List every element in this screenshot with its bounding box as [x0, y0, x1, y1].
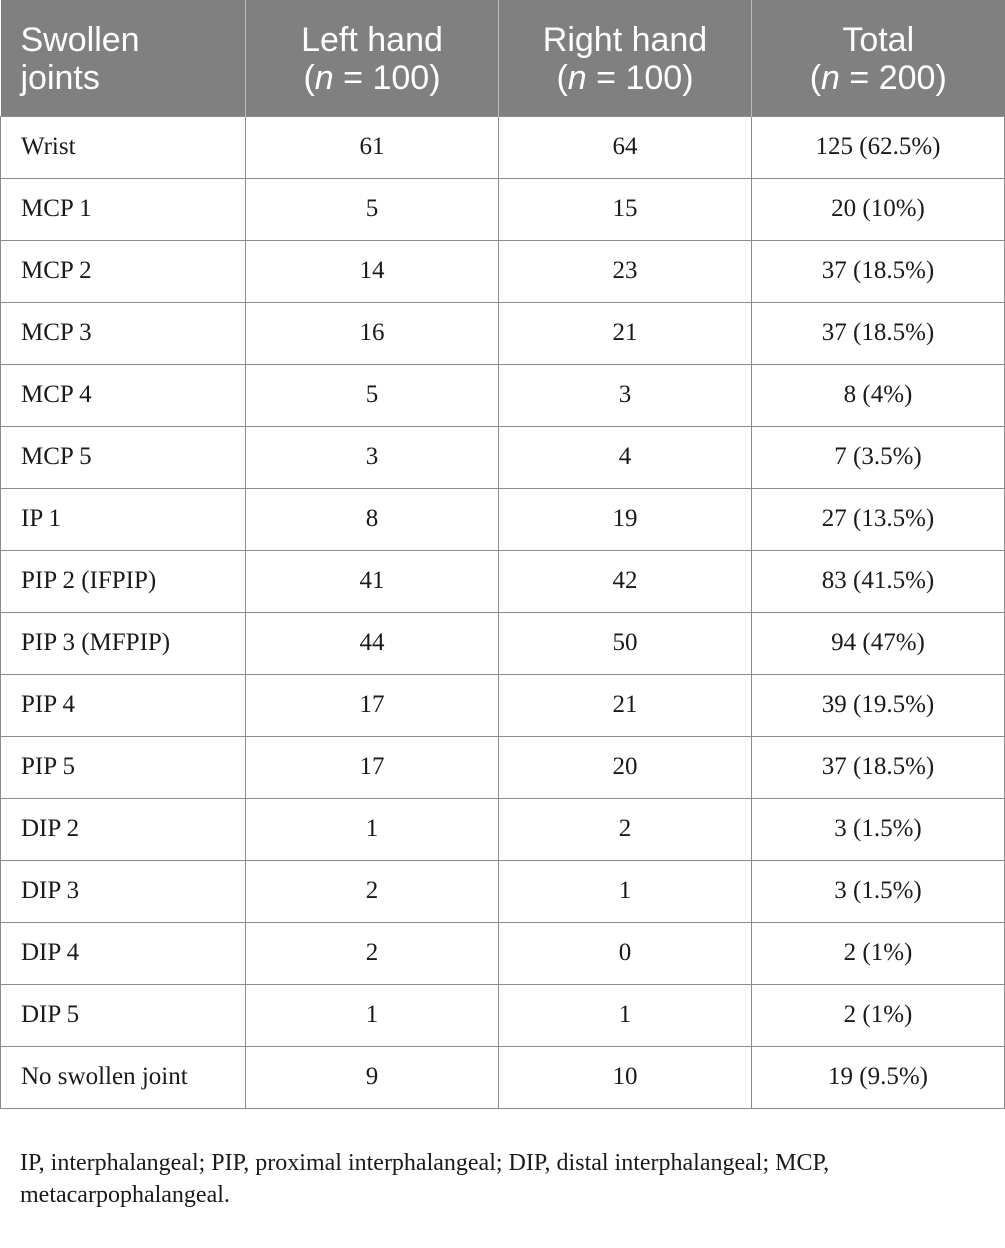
- table-row: [1, 116, 1005, 178]
- table-row: [1, 302, 1005, 364]
- table-row: [1, 984, 1005, 1046]
- cell-joint: MCP 4: [1, 364, 246, 426]
- cell-right-hand: 4: [499, 426, 752, 488]
- cell-left-hand: 17: [246, 736, 499, 798]
- cell-total: 83 (41.5%): [752, 550, 1005, 612]
- cell-total: 94 (47%): [752, 612, 1005, 674]
- cell-right-hand: 50: [499, 612, 752, 674]
- cell-total: 37 (18.5%): [752, 736, 1005, 798]
- cell-joint: DIP 5: [1, 984, 246, 1046]
- table-row: [1, 798, 1005, 860]
- cell-right-hand: 42: [499, 550, 752, 612]
- cell-joint: IP 1: [1, 488, 246, 550]
- cell-left-hand: 5: [246, 178, 499, 240]
- cell-left-hand: 9: [246, 1046, 499, 1108]
- cell-right-hand: 19: [499, 488, 752, 550]
- cell-left-hand: 17: [246, 674, 499, 736]
- cell-right-hand: 21: [499, 674, 752, 736]
- cell-joint: DIP 3: [1, 860, 246, 922]
- header-swollen-joints: Swollen joints: [1, 0, 246, 116]
- table-row: [1, 364, 1005, 426]
- table-row: [1, 860, 1005, 922]
- table-row: [1, 612, 1005, 674]
- cell-total: 7 (3.5%): [752, 426, 1005, 488]
- cell-joint: PIP 3 (MFPIP): [1, 612, 246, 674]
- cell-left-hand: 16: [246, 302, 499, 364]
- cell-total: 37 (18.5%): [752, 302, 1005, 364]
- cell-left-hand: 1: [246, 984, 499, 1046]
- header-row: [1, 0, 1005, 116]
- cell-right-hand: 64: [499, 116, 752, 178]
- cell-total: 3 (1.5%): [752, 798, 1005, 860]
- cell-total: 3 (1.5%): [752, 860, 1005, 922]
- table-body: [1, 116, 1005, 1108]
- cell-joint: PIP 2 (IFPIP): [1, 550, 246, 612]
- cell-right-hand: 1: [499, 984, 752, 1046]
- cell-joint: Wrist: [1, 116, 246, 178]
- cell-right-hand: 3: [499, 364, 752, 426]
- cell-left-hand: 1: [246, 798, 499, 860]
- cell-right-hand: 15: [499, 178, 752, 240]
- cell-total: 27 (13.5%): [752, 488, 1005, 550]
- header-total: Total (n = 200): [752, 0, 1005, 116]
- cell-joint: PIP 5: [1, 736, 246, 798]
- cell-right-hand: 2: [499, 798, 752, 860]
- cell-right-hand: 10: [499, 1046, 752, 1108]
- cell-left-hand: 5: [246, 364, 499, 426]
- cell-joint: No swollen joint: [1, 1046, 246, 1108]
- cell-left-hand: 41: [246, 550, 499, 612]
- cell-right-hand: 21: [499, 302, 752, 364]
- cell-joint: MCP 3: [1, 302, 246, 364]
- cell-joint: DIP 4: [1, 922, 246, 984]
- table-row: [1, 488, 1005, 550]
- table-row: [1, 736, 1005, 798]
- cell-total: 20 (10%): [752, 178, 1005, 240]
- cell-total: 2 (1%): [752, 922, 1005, 984]
- header-left-hand: Left hand (n = 100): [246, 0, 499, 116]
- cell-right-hand: 0: [499, 922, 752, 984]
- cell-left-hand: 8: [246, 488, 499, 550]
- cell-total: 37 (18.5%): [752, 240, 1005, 302]
- cell-total: 2 (1%): [752, 984, 1005, 1046]
- table-row: [1, 240, 1005, 302]
- cell-joint: MCP 2: [1, 240, 246, 302]
- table-row: [1, 426, 1005, 488]
- cell-left-hand: 14: [246, 240, 499, 302]
- cell-joint: MCP 1: [1, 178, 246, 240]
- cell-left-hand: 3: [246, 426, 499, 488]
- cell-total: 125 (62.5%): [752, 116, 1005, 178]
- cell-left-hand: 61: [246, 116, 499, 178]
- cell-total: 19 (9.5%): [752, 1046, 1005, 1108]
- cell-left-hand: 44: [246, 612, 499, 674]
- table-row: [1, 178, 1005, 240]
- table-row: [1, 550, 1005, 612]
- cell-right-hand: 20: [499, 736, 752, 798]
- header-right-hand: Right hand (n = 100): [499, 0, 752, 116]
- cell-left-hand: 2: [246, 860, 499, 922]
- cell-right-hand: 1: [499, 860, 752, 922]
- cell-joint: PIP 4: [1, 674, 246, 736]
- cell-joint: MCP 5: [1, 426, 246, 488]
- cell-total: 8 (4%): [752, 364, 1005, 426]
- cell-joint: DIP 2: [1, 798, 246, 860]
- table-row: [1, 1046, 1005, 1108]
- cell-right-hand: 23: [499, 240, 752, 302]
- cell-left-hand: 2: [246, 922, 499, 984]
- table-footnote: IP, interphalangeal; PIP, proximal interphalangeal; DIP, distal interphalangeal; MCP, metacarpophalangeal.: [20, 1150, 830, 1208]
- cell-total: 39 (19.5%): [752, 674, 1005, 736]
- table-header: [1, 0, 1005, 116]
- table-row: [1, 922, 1005, 984]
- table-row: [1, 674, 1005, 736]
